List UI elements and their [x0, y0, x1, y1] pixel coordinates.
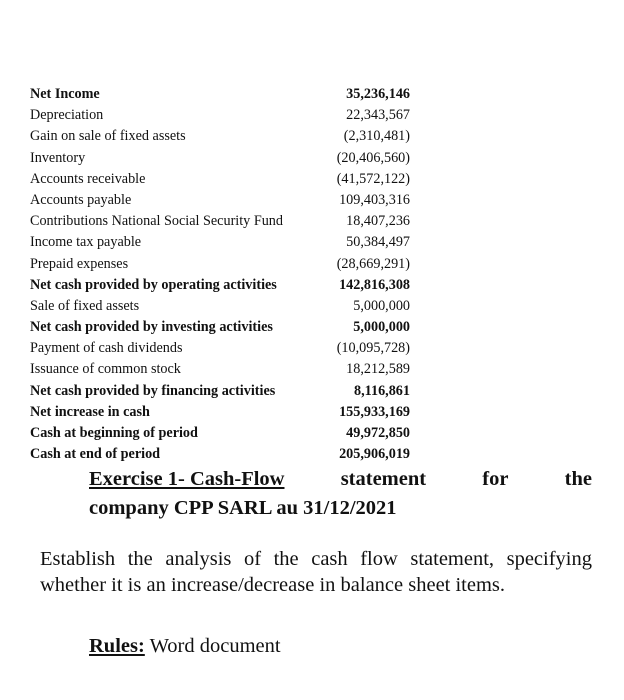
cash-flow-row-value: 35,236,146 [346, 86, 410, 102]
cash-flow-row [30, 126, 410, 147]
cash-flow-row [30, 402, 410, 423]
cash-flow-row-value: (10,095,728) [336, 340, 410, 357]
cash-flow-row-label: Net Income [30, 86, 100, 102]
exercise-heading-word: statement [340, 468, 427, 490]
cash-flow-row-value: (20,406,560) [336, 149, 410, 166]
cash-flow-row [30, 232, 410, 253]
rules-label: Rules: [89, 635, 145, 657]
cash-flow-row-label: Issuance of common stock [30, 361, 181, 378]
cash-flow-row-value: 18,407,236 [346, 213, 410, 230]
cash-flow-row-label: Net cash provided by financing activities [30, 382, 276, 399]
cash-flow-row-label: Sale of fixed assets [30, 297, 140, 314]
cash-flow-row [30, 423, 410, 444]
cash-flow-row-label: Contributions National Social Security Fund [30, 213, 283, 230]
cash-flow-row [30, 254, 410, 275]
cash-flow-row-label: Net increase in cash [30, 403, 150, 420]
cash-flow-row-value: (28,669,291) [336, 255, 410, 272]
exercise-heading-word: for [482, 468, 509, 490]
cash-flow-row [30, 148, 410, 169]
cash-flow-row-value: 5,000,000 [353, 297, 410, 314]
cash-flow-row-label: Cash at beginning of period [30, 425, 198, 441]
cash-flow-row [30, 275, 410, 296]
cash-flow-row-label: Cash at end of period [30, 446, 161, 463]
cash-flow-row-value: 18,212,589 [346, 361, 410, 378]
cash-flow-row-value: 22,343,567 [346, 107, 410, 124]
cash-flow-row-value: 205,906,019 [339, 446, 410, 463]
cash-flow-row-value: 8,116,861 [354, 382, 410, 399]
cash-flow-row-label: Depreciation [30, 107, 104, 124]
exercise-heading-title: Exercise 1- Cash-Flow [89, 468, 285, 490]
cash-flow-row-label: Prepaid expenses [30, 255, 129, 272]
cash-flow-row [30, 190, 410, 211]
cash-flow-row [30, 317, 410, 338]
cash-flow-row [30, 338, 410, 359]
rules-line [89, 633, 281, 659]
cash-flow-row-label: Accounts payable [30, 191, 132, 208]
instruction-paragraph: Establish the analysis of the cash flow statement, specifying whether it is an increase/decrease in balance sheet items. [40, 548, 592, 596]
cash-flow-row-label: Income tax payable [30, 234, 142, 251]
rules-value: Word document [149, 635, 281, 657]
cash-flow-row-value: 109,403,316 [339, 191, 410, 208]
cash-flow-row-label: Gain on sale of fixed assets [30, 128, 186, 145]
cash-flow-row [30, 105, 410, 126]
cash-flow-row-value: (2,310,481) [343, 128, 410, 145]
cash-flow-row [30, 211, 410, 232]
exercise-heading [89, 465, 592, 523]
cash-flow-row [30, 296, 410, 317]
exercise-heading-word: the [564, 468, 592, 490]
cash-flow-row-label: Accounts receivable [30, 170, 146, 187]
cash-flow-row [30, 359, 410, 380]
cash-flow-row-value: (41,572,122) [336, 170, 410, 187]
cash-flow-row-value: 50,384,497 [346, 234, 410, 251]
cash-flow-row [30, 84, 410, 105]
cash-flow-row-value: 142,816,308 [339, 276, 410, 293]
cash-flow-row-value: 5,000,000 [353, 319, 410, 336]
cash-flow-table [30, 84, 410, 465]
cash-flow-row [30, 444, 410, 465]
cash-flow-row-value: 155,933,169 [339, 403, 410, 420]
cash-flow-row [30, 169, 410, 190]
exercise-heading-line2: company CPP SARL au 31/12/2021 [89, 497, 397, 519]
cash-flow-row-value: 49,972,850 [346, 425, 410, 441]
cash-flow-row-label: Payment of cash dividends [30, 340, 183, 357]
cash-flow-row-label: Net cash provided by operating activities [30, 276, 277, 293]
cash-flow-row [30, 381, 410, 402]
cash-flow-row-label: Net cash provided by investing activities [30, 319, 273, 336]
exercise-heading-line1 [89, 465, 592, 494]
cash-flow-row-label: Inventory [30, 149, 86, 166]
